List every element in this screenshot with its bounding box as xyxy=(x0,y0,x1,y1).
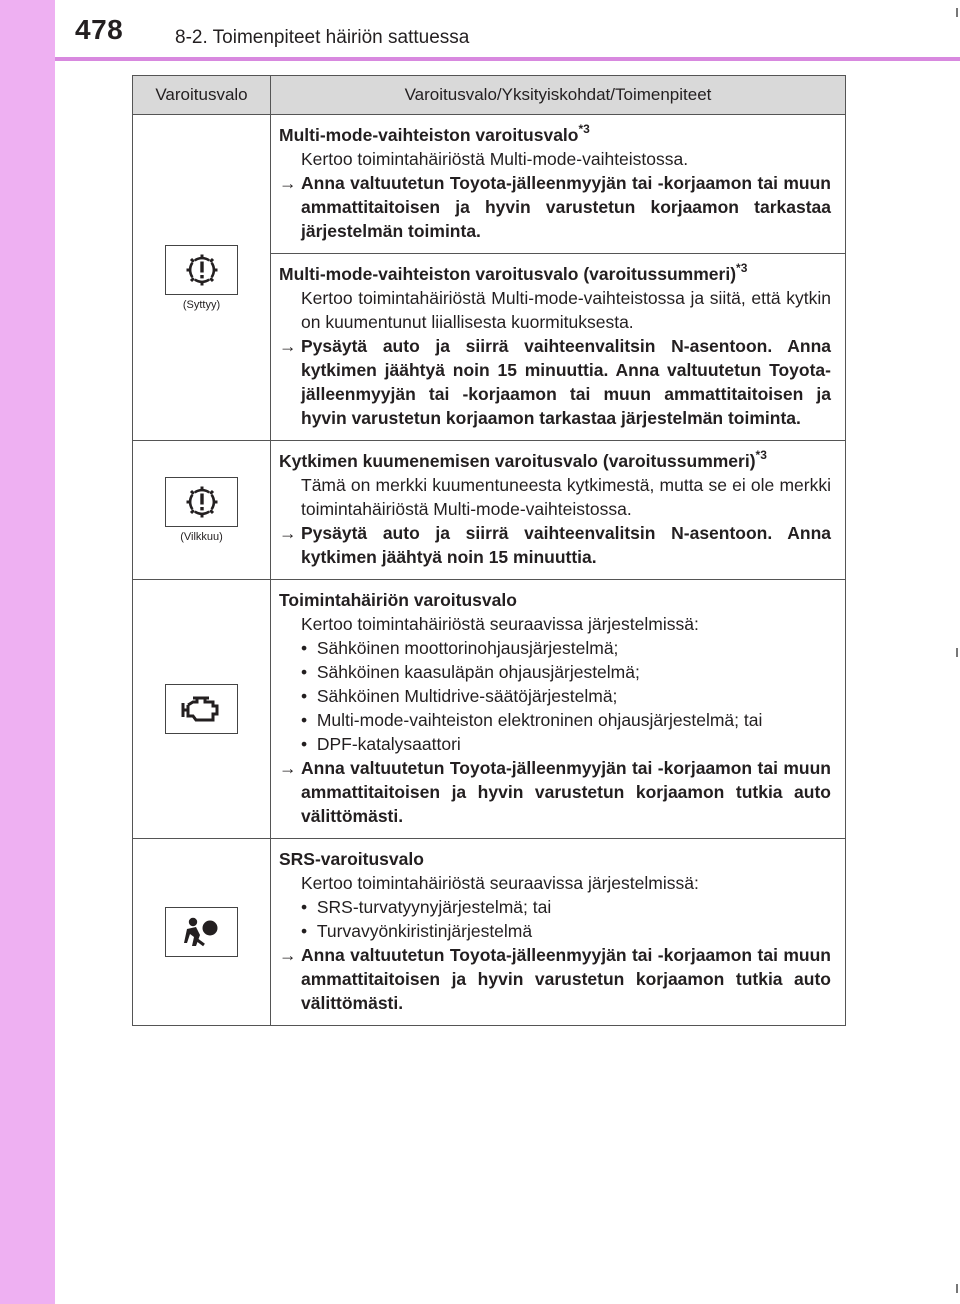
header-divider xyxy=(55,57,960,61)
icon-caption: (Vilkkuu) xyxy=(180,531,223,543)
table-row xyxy=(133,580,846,839)
gear-warning-icon xyxy=(165,477,238,527)
srs-airbag-icon xyxy=(165,907,238,957)
warning-title: Kytkimen kuumenemisen varoitusvalo (varoitussummeri)$^{*3}$ xyxy=(279,448,767,471)
list-item: • Sähköinen Multidrive-säätöjärjestelmä; xyxy=(301,686,618,706)
table-row xyxy=(133,839,846,1026)
warning-action: → Anna valtuutetun Toyota-jälleenmyyjän tai -korjaamon tai muun ammattitaitoisen ja hyvin varustetun korjaamon tutkia auto välittömästi. xyxy=(279,945,831,1013)
column-header-warning-light: Varoitusvalo xyxy=(133,76,271,115)
engine-check-icon xyxy=(165,684,238,734)
warning-description: Kertoo toimintahäiriöstä seuraavissa järjestelmissä: xyxy=(301,873,699,893)
list-item: • Sähköinen kaasuläpän ohjausjärjestelmä; xyxy=(301,662,640,682)
warning-title: Multi-mode-vaihteiston varoitusvalo (varoitussummeri)$^{*3}$ xyxy=(279,261,748,284)
warning-action: → Pysäytä auto ja siirrä vaihteenvalitsin N-asentoon. Anna kytkimen jäähtyä noin 15 minuuttia. xyxy=(279,523,831,567)
column-header-details: Varoitusvalo/Yksityiskohdat/Toimenpiteet xyxy=(271,76,846,115)
list-item: • SRS-turvatyynyjärjestelmä; tai xyxy=(301,897,552,917)
gear-warning-icon xyxy=(165,245,238,295)
warning-description: Tämä on merkki kuumentuneesta kytkimestä, mutta se ei ole merkki toimintahäiriöstä Multi-mode-vaihteistossa. xyxy=(301,475,831,519)
margin-tick xyxy=(956,1284,958,1293)
warning-title: SRS-varoitusvalo xyxy=(279,849,424,869)
table-row xyxy=(133,115,846,254)
warning-action: → Anna valtuutetun Toyota-jälleenmyyjän tai -korjaamon tai muun ammattitaitoisen ja hyvin varustetun korjaamon tutkia auto välittömästi. xyxy=(279,758,831,826)
description-cell xyxy=(271,441,846,580)
warning-description: Kertoo toimintahäiriöstä Multi-mode-vaihteistossa. xyxy=(301,149,689,169)
warning-title: Toimintahäiriön varoitusvalo xyxy=(279,590,517,610)
warning-description: Kertoo toimintahäiriöstä Multi-mode-vaihteistossa ja siitä, että kytkin on kuumentunut liiallisesta kuormituksesta. xyxy=(301,288,831,332)
margin-tick xyxy=(956,8,958,17)
icon-cell xyxy=(133,839,271,1026)
warning-description: Kertoo toimintahäiriöstä seuraavissa järjestelmissä: xyxy=(301,614,699,634)
list-item: • Sähköinen moottorinohjausjärjestelmä; xyxy=(301,638,619,658)
table-row xyxy=(133,441,846,580)
description-cell xyxy=(271,254,846,441)
list-item: • DPF-katalysaattori xyxy=(301,734,461,754)
section-title: 8-2. Toimenpiteet häiriön sattuessa xyxy=(175,27,470,48)
warning-action: → Pysäytä auto ja siirrä vaihteenvalitsin N-asentoon. Anna kytkimen jäähtyä noin 15 minuuttia. Anna valtuutetun Toyota-jälleenmyyjän tai -korjaamon tai muun ammattitaitoisen ja hyvin varustetun korjaamon tarkastaa järjestelmän toiminta. xyxy=(279,336,831,428)
table-header-row xyxy=(133,76,846,115)
warning-action: → Anna valtuutetun Toyota-jälleenmyyjän tai -korjaamon tai muun ammattitaitoisen ja hyvin varustetun korjaamon tarkastaa järjestelmän toiminta. xyxy=(279,173,831,241)
page-number: 478 xyxy=(75,14,124,45)
warning-lights-table xyxy=(132,75,846,1026)
margin-tick xyxy=(956,648,958,657)
page-side-bar xyxy=(0,0,55,1304)
list-item: • Turvavyönkiristinjärjestelmä xyxy=(301,921,533,941)
list-item: • Multi-mode-vaihteiston elektroninen ohjausjärjestelmä; tai xyxy=(301,710,763,730)
icon-cell xyxy=(133,441,271,580)
description-cell xyxy=(271,580,846,839)
description-cell xyxy=(271,839,846,1026)
icon-cell xyxy=(133,115,271,441)
icon-cell xyxy=(133,580,271,839)
description-cell xyxy=(271,115,846,254)
icon-caption: (Syttyy) xyxy=(182,298,221,311)
warning-title: Multi-mode-vaihteiston varoitusvalo$^{*3}$ xyxy=(279,122,590,145)
